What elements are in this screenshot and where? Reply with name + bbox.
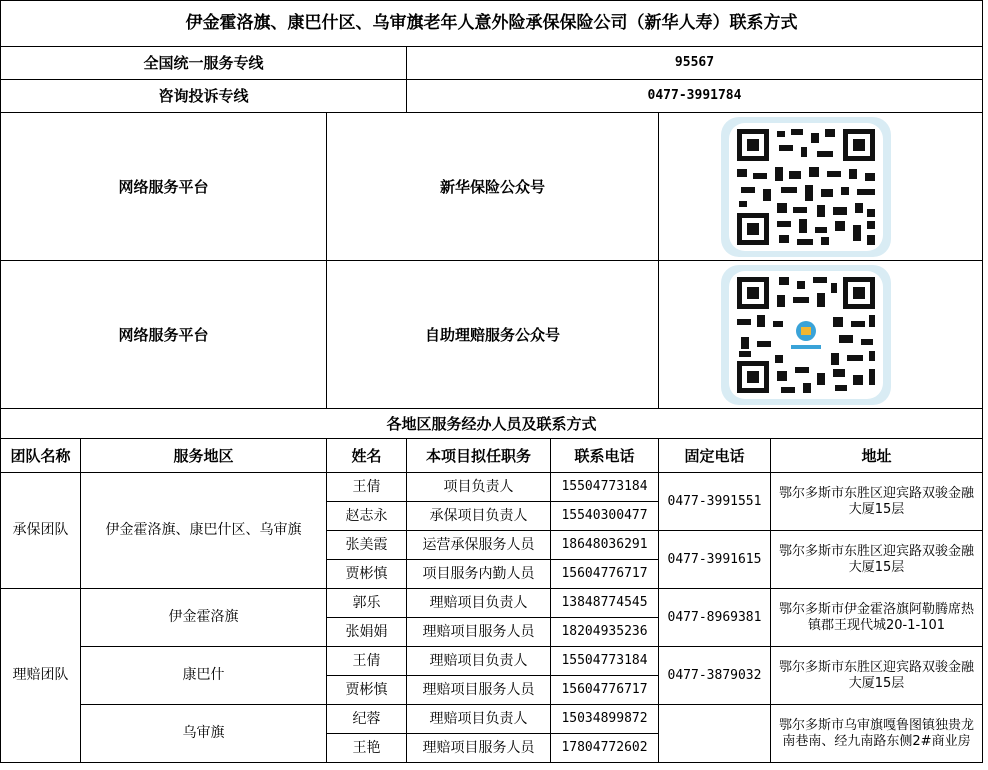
column-header: 服务地区 (81, 439, 327, 473)
staff-role: 承保项目负责人 (407, 502, 551, 531)
staff-name: 王艳 (327, 734, 407, 763)
complaint-value: 0477-3991784 (407, 80, 983, 113)
table-row (1, 705, 983, 734)
address: 鄂尔多斯市乌审旗嘎鲁图镇独贵龙南巷南、经九南路东侧2#商业房 (771, 705, 983, 763)
qr-cell (659, 261, 983, 409)
table-row (1, 647, 983, 676)
staff-name: 张美霞 (327, 531, 407, 560)
staff-role: 理赔项目服务人员 (407, 618, 551, 647)
hotline-label: 全国统一服务专线 (1, 47, 407, 80)
column-header: 固定电话 (659, 439, 771, 473)
staff-role: 理赔项目服务人员 (407, 734, 551, 763)
staff-phone: 15504773184 (551, 473, 659, 502)
staff-name: 郭乐 (327, 589, 407, 618)
staff-name: 赵志永 (327, 502, 407, 531)
section-title: 各地区服务经办人员及联系方式 (1, 409, 983, 439)
address: 鄂尔多斯市伊金霍洛旗阿勒腾席热镇郡王现代城20-1-101 (771, 589, 983, 647)
staff-role: 项目负责人 (407, 473, 551, 502)
staff-phone: 15540300477 (551, 502, 659, 531)
staff-phone: 15604776717 (551, 676, 659, 705)
staff-role: 运营承保服务人员 (407, 531, 551, 560)
column-header: 团队名称 (1, 439, 81, 473)
address: 鄂尔多斯市东胜区迎宾路双骏金融大厦15层 (771, 531, 983, 589)
staff-name: 纪蓉 (327, 705, 407, 734)
staff-name: 贾彬慎 (327, 560, 407, 589)
staff-role: 理赔项目服务人员 (407, 676, 551, 705)
staff-role: 理赔项目负责人 (407, 647, 551, 676)
team-name: 承保团队 (1, 473, 81, 589)
complaint-label: 咨询投诉专线 (1, 80, 407, 113)
landline: 0477-3879032 (659, 647, 771, 705)
table-row (1, 589, 983, 618)
qr-cell (659, 113, 983, 261)
landline: 0477-3991615 (659, 531, 771, 589)
service-region: 康巴什 (81, 647, 327, 705)
table-row (1, 473, 983, 502)
landline (659, 705, 771, 763)
staff-name: 王倩 (327, 647, 407, 676)
platform-name: 新华保险公众号 (327, 113, 659, 261)
page-title: 伊金霍洛旗、康巴什区、乌审旗老年人意外险承保保险公司（新华人寿）联系方式 (1, 1, 983, 47)
staff-name: 张娟娟 (327, 618, 407, 647)
staff-phone: 15034899872 (551, 705, 659, 734)
staff-name: 贾彬慎 (327, 676, 407, 705)
column-header: 姓名 (327, 439, 407, 473)
address: 鄂尔多斯市东胜区迎宾路双骏金融大厦15层 (771, 473, 983, 531)
staff-phone: 17804772602 (551, 734, 659, 763)
platform-label: 网络服务平台 (1, 113, 327, 261)
column-header: 地址 (771, 439, 983, 473)
staff-name: 王倩 (327, 473, 407, 502)
address: 鄂尔多斯市东胜区迎宾路双骏金融大厦15层 (771, 647, 983, 705)
team-name: 理赔团队 (1, 589, 81, 763)
service-region: 伊金霍洛旗、康巴什区、乌审旗 (81, 473, 327, 589)
staff-role: 理赔项目负责人 (407, 705, 551, 734)
qr-code-icon[interactable] (721, 117, 891, 257)
staff-phone: 15504773184 (551, 647, 659, 676)
hotline-value: 95567 (407, 47, 983, 80)
service-region: 乌审旗 (81, 705, 327, 763)
platform-name: 自助理赔服务公众号 (327, 261, 659, 409)
landline: 0477-8969381 (659, 589, 771, 647)
qr-code-icon[interactable] (721, 265, 891, 405)
service-region: 伊金霍洛旗 (81, 589, 327, 647)
staff-phone: 13848774545 (551, 589, 659, 618)
column-header: 联系电话 (551, 439, 659, 473)
staff-role: 理赔项目负责人 (407, 589, 551, 618)
staff-phone: 15604776717 (551, 560, 659, 589)
staff-phone: 18648036291 (551, 531, 659, 560)
platform-label: 网络服务平台 (1, 261, 327, 409)
staff-role: 项目服务内勤人员 (407, 560, 551, 589)
landline: 0477-3991551 (659, 473, 771, 531)
staff-phone: 18204935236 (551, 618, 659, 647)
column-header: 本项目拟任职务 (407, 439, 551, 473)
